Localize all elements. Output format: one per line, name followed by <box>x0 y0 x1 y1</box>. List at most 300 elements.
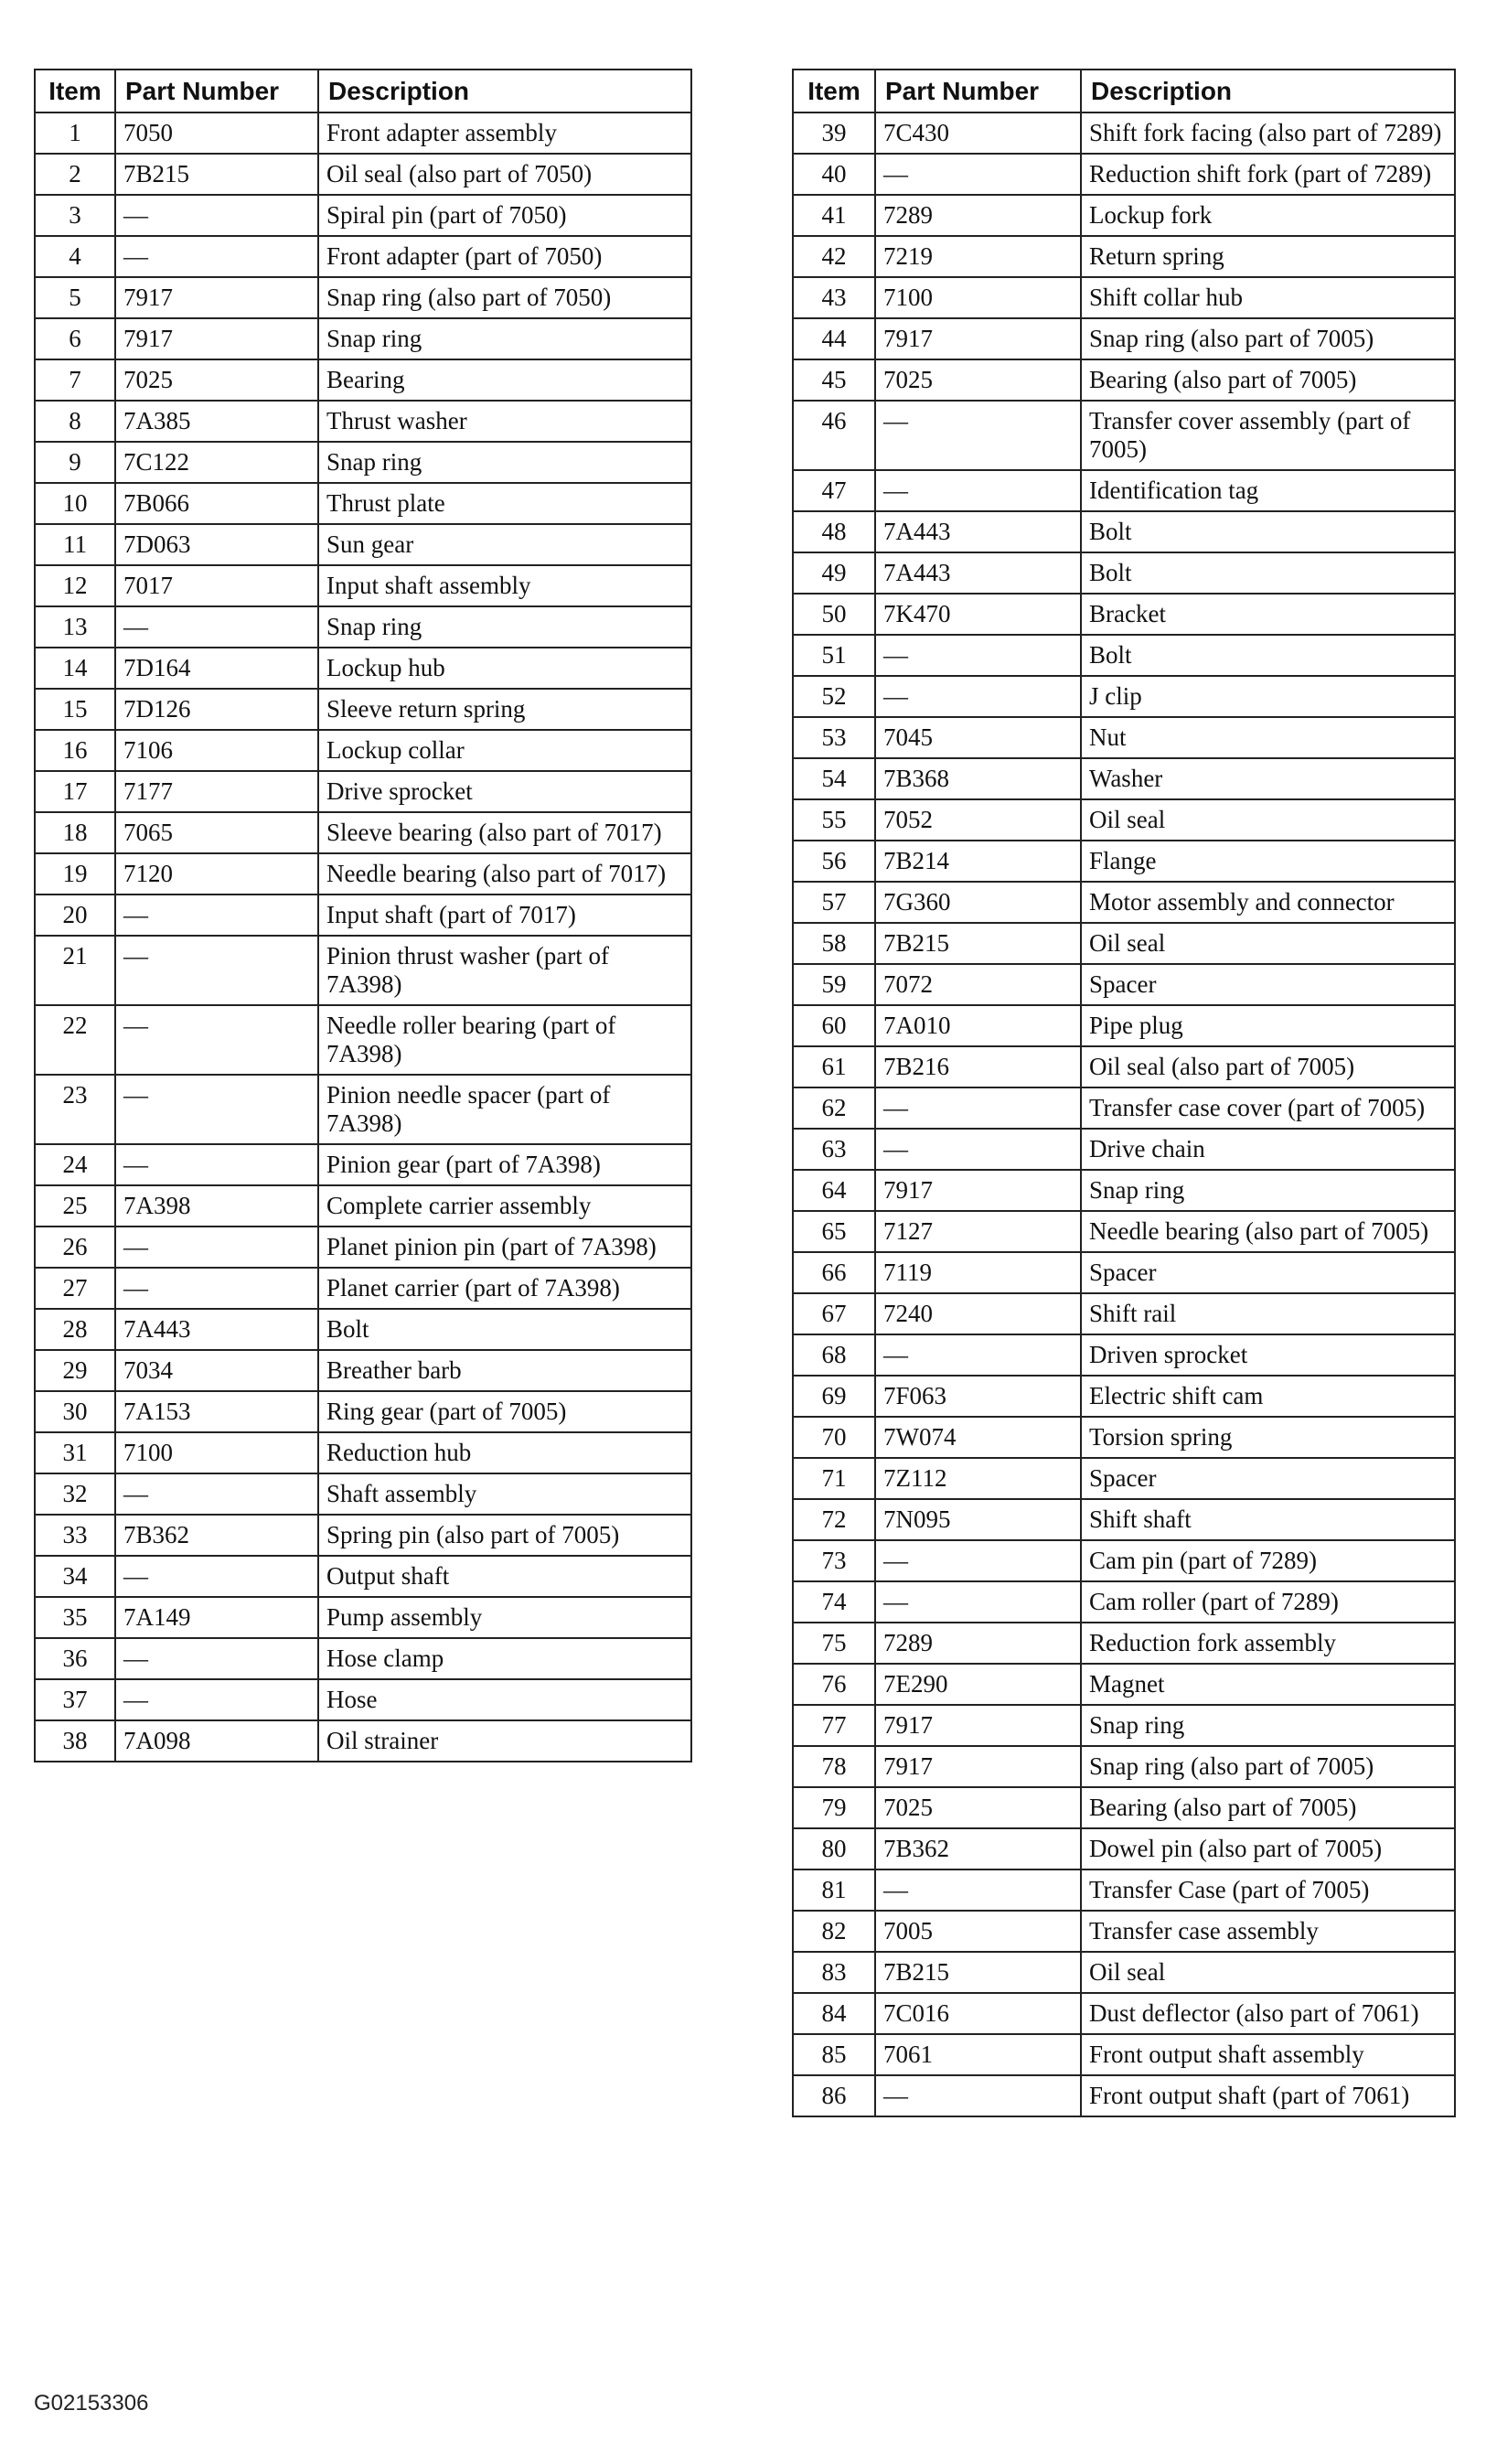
table-row <box>793 2034 1455 2075</box>
figure-id: G02153306 <box>34 2391 149 2416</box>
table-row <box>793 1787 1455 1828</box>
item-cell: 8 <box>35 401 115 442</box>
description-cell: Flange <box>1081 841 1455 882</box>
description-cell: Nut <box>1081 717 1455 758</box>
part-number-cell: — <box>115 195 318 236</box>
table-row <box>35 1473 691 1515</box>
description-cell: Oil seal (also part of 7005) <box>1081 1046 1455 1087</box>
table-row <box>35 318 691 359</box>
table-row <box>35 401 691 442</box>
item-cell: 67 <box>793 1293 875 1334</box>
table-row <box>793 1293 1455 1334</box>
table-row <box>793 1252 1455 1293</box>
table-row <box>793 318 1455 359</box>
item-cell: 75 <box>793 1623 875 1664</box>
part-number-cell: 7025 <box>875 1787 1081 1828</box>
table-row <box>35 442 691 483</box>
table-row <box>35 1597 691 1638</box>
description-cell: Pinion needle spacer (part of 7A398) <box>318 1075 691 1144</box>
description-cell: Lockup hub <box>318 648 691 689</box>
table-row <box>35 1185 691 1227</box>
description-cell: Snap ring (also part of 7005) <box>1081 318 1455 359</box>
part-number-cell: 7B216 <box>875 1046 1081 1087</box>
item-cell: 72 <box>793 1499 875 1540</box>
description-cell: Front adapter assembly <box>318 112 691 154</box>
part-number-cell: 7D063 <box>115 524 318 565</box>
part-number-cell: 7120 <box>115 853 318 895</box>
item-cell: 5 <box>35 277 115 318</box>
item-cell: 35 <box>35 1597 115 1638</box>
item-cell: 32 <box>35 1473 115 1515</box>
item-cell: 38 <box>35 1720 115 1762</box>
part-number-cell: 7119 <box>875 1252 1081 1293</box>
part-number-cell: 7917 <box>875 1705 1081 1746</box>
part-number-cell: — <box>115 1638 318 1679</box>
table-row <box>35 359 691 401</box>
description-cell: Spiral pin (part of 7050) <box>318 195 691 236</box>
part-number-cell: — <box>875 401 1081 470</box>
description-cell: Breather barb <box>318 1350 691 1391</box>
header-item: Item <box>793 70 875 112</box>
item-cell: 50 <box>793 594 875 635</box>
description-cell: Motor assembly and connector <box>1081 882 1455 923</box>
description-cell: Drive chain <box>1081 1129 1455 1170</box>
item-cell: 86 <box>793 2075 875 2116</box>
description-cell: Cam roller (part of 7289) <box>1081 1581 1455 1623</box>
table-row <box>35 812 691 853</box>
item-cell: 46 <box>793 401 875 470</box>
item-cell: 51 <box>793 635 875 676</box>
table-row <box>793 964 1455 1005</box>
item-cell: 52 <box>793 676 875 717</box>
part-number-cell: 7D126 <box>115 689 318 730</box>
description-cell: Snap ring (also part of 7005) <box>1081 1746 1455 1787</box>
item-cell: 62 <box>793 1087 875 1129</box>
part-number-cell: 7177 <box>115 771 318 812</box>
table-row <box>793 1993 1455 2034</box>
description-cell: Front adapter (part of 7050) <box>318 236 691 277</box>
item-cell: 42 <box>793 236 875 277</box>
table-row <box>793 470 1455 511</box>
table-row <box>35 565 691 606</box>
header-part-number: Part Number <box>115 70 318 112</box>
table-row <box>35 483 691 524</box>
part-number-cell: 7127 <box>875 1211 1081 1252</box>
part-number-cell: 7061 <box>875 2034 1081 2075</box>
part-number-cell: — <box>875 635 1081 676</box>
part-number-cell: — <box>115 1144 318 1185</box>
part-number-cell: — <box>115 1556 318 1597</box>
description-cell: Bolt <box>1081 511 1455 552</box>
part-number-cell: 7025 <box>875 359 1081 401</box>
part-number-cell: 7100 <box>875 277 1081 318</box>
description-cell: Lockup collar <box>318 730 691 771</box>
parts-table-right <box>792 69 1456 2117</box>
part-number-cell: 7E290 <box>875 1664 1081 1705</box>
part-number-cell: 7240 <box>875 1293 1081 1334</box>
table-row <box>793 635 1455 676</box>
description-cell: Sleeve bearing (also part of 7017) <box>318 812 691 853</box>
description-cell: Thrust plate <box>318 483 691 524</box>
part-number-cell: 7B215 <box>875 923 1081 964</box>
item-cell: 68 <box>793 1334 875 1376</box>
table-row <box>793 277 1455 318</box>
description-cell: Shaft assembly <box>318 1473 691 1515</box>
item-cell: 36 <box>35 1638 115 1679</box>
part-number-cell: 7100 <box>115 1432 318 1473</box>
part-number-cell: 7B362 <box>115 1515 318 1556</box>
item-cell: 81 <box>793 1869 875 1911</box>
description-cell: Input shaft (part of 7017) <box>318 895 691 936</box>
item-cell: 22 <box>35 1005 115 1075</box>
item-cell: 48 <box>793 511 875 552</box>
table-row <box>35 1309 691 1350</box>
item-cell: 45 <box>793 359 875 401</box>
table-row <box>35 1075 691 1144</box>
description-cell: Snap ring (also part of 7050) <box>318 277 691 318</box>
part-number-cell: 7A443 <box>115 1309 318 1350</box>
part-number-cell: 7917 <box>115 318 318 359</box>
item-cell: 40 <box>793 154 875 195</box>
description-cell: Sleeve return spring <box>318 689 691 730</box>
part-number-cell: 7C122 <box>115 442 318 483</box>
description-cell: Cam pin (part of 7289) <box>1081 1540 1455 1581</box>
table-row <box>793 1170 1455 1211</box>
table-row <box>793 401 1455 470</box>
part-number-cell: 7C016 <box>875 1993 1081 2034</box>
part-number-cell: — <box>875 470 1081 511</box>
item-cell: 17 <box>35 771 115 812</box>
part-number-cell: 7A398 <box>115 1185 318 1227</box>
table-row <box>35 112 691 154</box>
part-number-cell: — <box>115 606 318 648</box>
part-number-cell: 7G360 <box>875 882 1081 923</box>
part-number-cell: — <box>875 1869 1081 1911</box>
part-number-cell: — <box>875 1087 1081 1129</box>
item-cell: 41 <box>793 195 875 236</box>
description-cell: Bearing (also part of 7005) <box>1081 359 1455 401</box>
description-cell: Transfer case assembly <box>1081 1911 1455 1952</box>
table-row <box>793 359 1455 401</box>
description-cell: Reduction hub <box>318 1432 691 1473</box>
part-number-cell: 7B214 <box>875 841 1081 882</box>
table-row <box>793 1869 1455 1911</box>
item-cell: 70 <box>793 1417 875 1458</box>
part-number-cell: — <box>115 895 318 936</box>
table-row <box>35 1144 691 1185</box>
part-number-cell: 7A385 <box>115 401 318 442</box>
item-cell: 64 <box>793 1170 875 1211</box>
table-row <box>793 676 1455 717</box>
description-cell: Input shaft assembly <box>318 565 691 606</box>
description-cell: Bolt <box>1081 635 1455 676</box>
table-row <box>793 1664 1455 1705</box>
description-cell: Shift fork facing (also part of 7289) <box>1081 112 1455 154</box>
part-number-cell: 7289 <box>875 195 1081 236</box>
item-cell: 11 <box>35 524 115 565</box>
description-cell: Return spring <box>1081 236 1455 277</box>
item-cell: 57 <box>793 882 875 923</box>
table-row <box>35 1432 691 1473</box>
item-cell: 39 <box>793 112 875 154</box>
table-row <box>35 1350 691 1391</box>
description-cell: Bolt <box>1081 552 1455 594</box>
part-number-cell: 7005 <box>875 1911 1081 1952</box>
part-number-cell: 7917 <box>875 318 1081 359</box>
table-row <box>793 2075 1455 2116</box>
item-cell: 78 <box>793 1746 875 1787</box>
item-cell: 60 <box>793 1005 875 1046</box>
table-row <box>35 1638 691 1679</box>
table-row <box>35 277 691 318</box>
item-cell: 73 <box>793 1540 875 1581</box>
item-cell: 79 <box>793 1787 875 1828</box>
table-row <box>793 841 1455 882</box>
table-row <box>793 1499 1455 1540</box>
table-row <box>793 1046 1455 1087</box>
part-number-cell: — <box>875 1334 1081 1376</box>
table-row <box>35 648 691 689</box>
item-cell: 65 <box>793 1211 875 1252</box>
item-cell: 85 <box>793 2034 875 2075</box>
description-cell: Pump assembly <box>318 1597 691 1638</box>
description-cell: Front output shaft (part of 7061) <box>1081 2075 1455 2116</box>
description-cell: Bearing <box>318 359 691 401</box>
table-row <box>793 1334 1455 1376</box>
table-row <box>793 1540 1455 1581</box>
part-number-cell: 7Z112 <box>875 1458 1081 1499</box>
description-cell: Lockup fork <box>1081 195 1455 236</box>
description-cell: Thrust washer <box>318 401 691 442</box>
table-row <box>35 195 691 236</box>
description-cell: Driven sprocket <box>1081 1334 1455 1376</box>
item-cell: 14 <box>35 648 115 689</box>
item-cell: 56 <box>793 841 875 882</box>
table-row <box>793 1211 1455 1252</box>
table-row <box>793 882 1455 923</box>
part-number-cell: — <box>875 1129 1081 1170</box>
item-cell: 24 <box>35 1144 115 1185</box>
description-cell: Drive sprocket <box>318 771 691 812</box>
part-number-cell: 7025 <box>115 359 318 401</box>
description-cell: Torsion spring <box>1081 1417 1455 1458</box>
table-row <box>35 771 691 812</box>
part-number-cell: 7917 <box>875 1746 1081 1787</box>
description-cell: Washer <box>1081 758 1455 799</box>
table-row <box>35 1391 691 1432</box>
description-cell: Needle roller bearing (part of 7A398) <box>318 1005 691 1075</box>
part-number-cell: — <box>115 1005 318 1075</box>
part-number-cell: 7065 <box>115 812 318 853</box>
item-cell: 77 <box>793 1705 875 1746</box>
item-cell: 74 <box>793 1581 875 1623</box>
item-cell: 54 <box>793 758 875 799</box>
table-row <box>793 1828 1455 1869</box>
table-row <box>35 1268 691 1309</box>
table-row <box>793 1705 1455 1746</box>
description-cell: Magnet <box>1081 1664 1455 1705</box>
part-number-cell: 7W074 <box>875 1417 1081 1458</box>
item-cell: 49 <box>793 552 875 594</box>
item-cell: 16 <box>35 730 115 771</box>
description-cell: Front output shaft assembly <box>1081 2034 1455 2075</box>
description-cell: Oil seal <box>1081 923 1455 964</box>
item-cell: 13 <box>35 606 115 648</box>
table-row <box>35 1005 691 1075</box>
table-row <box>793 758 1455 799</box>
part-number-cell: 7050 <box>115 112 318 154</box>
table-row <box>793 1623 1455 1664</box>
table-row <box>35 524 691 565</box>
table-row <box>793 1911 1455 1952</box>
description-cell: Hose <box>318 1679 691 1720</box>
part-number-cell: 7017 <box>115 565 318 606</box>
table-row <box>793 552 1455 594</box>
parts-table-left <box>34 69 692 1762</box>
description-cell: Spacer <box>1081 964 1455 1005</box>
table-row <box>793 1129 1455 1170</box>
description-cell: Bearing (also part of 7005) <box>1081 1787 1455 1828</box>
item-cell: 44 <box>793 318 875 359</box>
part-number-cell: — <box>115 1679 318 1720</box>
item-cell: 2 <box>35 154 115 195</box>
description-cell: Transfer cover assembly (part of 7005) <box>1081 401 1455 470</box>
part-number-cell: — <box>115 936 318 1005</box>
part-number-cell: 7B368 <box>875 758 1081 799</box>
description-cell: Hose clamp <box>318 1638 691 1679</box>
description-cell: Transfer case cover (part of 7005) <box>1081 1087 1455 1129</box>
table-row <box>793 717 1455 758</box>
table-row <box>793 154 1455 195</box>
part-number-cell: 7C430 <box>875 112 1081 154</box>
item-cell: 63 <box>793 1129 875 1170</box>
table-row <box>35 853 691 895</box>
description-cell: Identification tag <box>1081 470 1455 511</box>
item-cell: 19 <box>35 853 115 895</box>
item-cell: 7 <box>35 359 115 401</box>
description-cell: Dust deflector (also part of 7061) <box>1081 1993 1455 2034</box>
description-cell: Spring pin (also part of 7005) <box>318 1515 691 1556</box>
description-cell: Bracket <box>1081 594 1455 635</box>
item-cell: 4 <box>35 236 115 277</box>
table-row <box>793 1581 1455 1623</box>
item-cell: 84 <box>793 1993 875 2034</box>
description-cell: Pinion thrust washer (part of 7A398) <box>318 936 691 1005</box>
description-cell: Reduction shift fork (part of 7289) <box>1081 154 1455 195</box>
part-number-cell: — <box>115 1473 318 1515</box>
item-cell: 83 <box>793 1952 875 1993</box>
table-row <box>793 511 1455 552</box>
table-header-row <box>35 70 691 112</box>
description-cell: Snap ring <box>318 606 691 648</box>
item-cell: 66 <box>793 1252 875 1293</box>
item-cell: 76 <box>793 1664 875 1705</box>
part-number-cell: — <box>115 1075 318 1144</box>
description-cell: Oil seal <box>1081 799 1455 841</box>
table-row <box>35 1720 691 1762</box>
description-cell: Sun gear <box>318 524 691 565</box>
item-cell: 18 <box>35 812 115 853</box>
item-cell: 6 <box>35 318 115 359</box>
item-cell: 34 <box>35 1556 115 1597</box>
item-cell: 71 <box>793 1458 875 1499</box>
description-cell: Oil strainer <box>318 1720 691 1762</box>
table-row <box>793 195 1455 236</box>
table-row <box>793 594 1455 635</box>
part-number-cell: 7F063 <box>875 1376 1081 1417</box>
item-cell: 25 <box>35 1185 115 1227</box>
part-number-cell: 7052 <box>875 799 1081 841</box>
part-number-cell: 7N095 <box>875 1499 1081 1540</box>
description-cell: Needle bearing (also part of 7017) <box>318 853 691 895</box>
part-number-cell: 7219 <box>875 236 1081 277</box>
table-row <box>793 1087 1455 1129</box>
item-cell: 80 <box>793 1828 875 1869</box>
part-number-cell: 7045 <box>875 717 1081 758</box>
item-cell: 47 <box>793 470 875 511</box>
table-row <box>35 236 691 277</box>
item-cell: 26 <box>35 1227 115 1268</box>
item-cell: 37 <box>35 1679 115 1720</box>
part-number-cell: 7A443 <box>875 511 1081 552</box>
table-row <box>793 1005 1455 1046</box>
part-number-cell: 7A443 <box>875 552 1081 594</box>
part-number-cell: 7B362 <box>875 1828 1081 1869</box>
header-description: Description <box>1081 70 1455 112</box>
table-row <box>793 1417 1455 1458</box>
part-number-cell: 7A153 <box>115 1391 318 1432</box>
description-cell: Dowel pin (also part of 7005) <box>1081 1828 1455 1869</box>
description-cell: Needle bearing (also part of 7005) <box>1081 1211 1455 1252</box>
part-number-cell: 7D164 <box>115 648 318 689</box>
item-cell: 1 <box>35 112 115 154</box>
table-row <box>35 689 691 730</box>
item-cell: 28 <box>35 1309 115 1350</box>
item-cell: 15 <box>35 689 115 730</box>
description-cell: Spacer <box>1081 1458 1455 1499</box>
description-cell: Shift collar hub <box>1081 277 1455 318</box>
table-row <box>35 1227 691 1268</box>
header-part-number: Part Number <box>875 70 1081 112</box>
item-cell: 59 <box>793 964 875 1005</box>
item-cell: 27 <box>35 1268 115 1309</box>
table-row <box>793 236 1455 277</box>
part-number-cell: — <box>875 154 1081 195</box>
description-cell: Spacer <box>1081 1252 1455 1293</box>
table-row <box>793 1376 1455 1417</box>
description-cell: Planet carrier (part of 7A398) <box>318 1268 691 1309</box>
item-cell: 21 <box>35 936 115 1005</box>
table-row <box>793 1746 1455 1787</box>
description-cell: Snap ring <box>318 318 691 359</box>
part-number-cell: — <box>875 2075 1081 2116</box>
item-cell: 43 <box>793 277 875 318</box>
description-cell: Snap ring <box>1081 1170 1455 1211</box>
description-cell: Complete carrier assembly <box>318 1185 691 1227</box>
part-number-cell: 7K470 <box>875 594 1081 635</box>
item-cell: 58 <box>793 923 875 964</box>
description-cell: Bolt <box>318 1309 691 1350</box>
item-cell: 30 <box>35 1391 115 1432</box>
part-number-cell: 7B215 <box>115 154 318 195</box>
part-number-cell: 7106 <box>115 730 318 771</box>
item-cell: 3 <box>35 195 115 236</box>
item-cell: 29 <box>35 1350 115 1391</box>
table-row <box>793 1458 1455 1499</box>
item-cell: 33 <box>35 1515 115 1556</box>
table-row <box>793 112 1455 154</box>
table-row <box>793 799 1455 841</box>
